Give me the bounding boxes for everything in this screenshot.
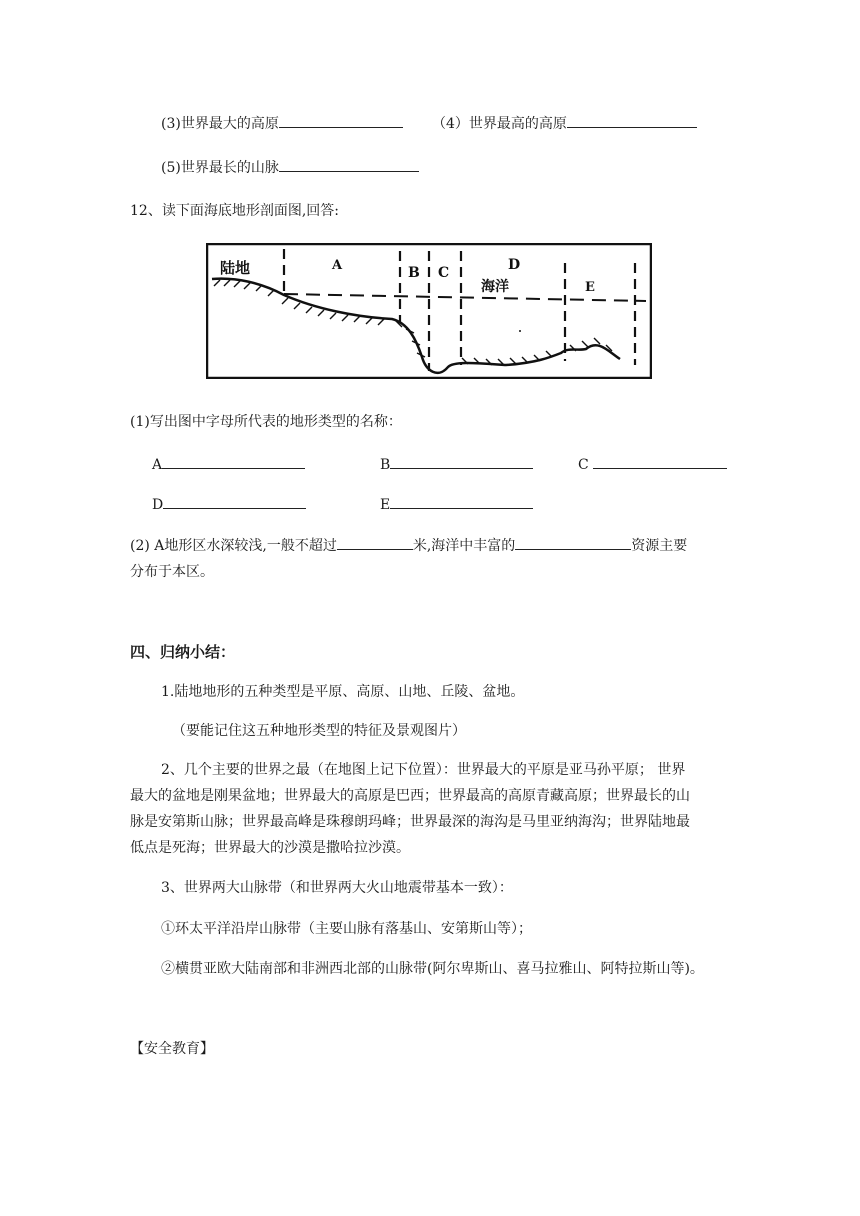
diagram-letter-a: A [332, 258, 343, 273]
q11-item-5: (5)世界最长的山脉 [161, 157, 419, 178]
q12-sub2-line2: 分布于本区。 [130, 564, 214, 580]
answer-a: A [152, 454, 305, 475]
diagram-letter-c: C [438, 265, 450, 281]
answer-blank[interactable] [337, 535, 413, 550]
summary-p2-line1: 2、几个主要的世界之最（在地图上记下位置）：世界最大的平原是亚马孙平原； 世界 [161, 762, 686, 778]
summary-p1-note: （要能记住这五种地形类型的特征及景观图片） [172, 723, 466, 739]
answer-c: C [578, 454, 727, 475]
diagram-ocean-label: 海洋 [481, 279, 509, 295]
q11-item-4: （4）世界最高的高原 [432, 113, 697, 134]
answer-blank[interactable] [593, 454, 727, 469]
summary-p3: 3、世界两大山脉带（和世界两大火山地震带基本一致）： [161, 880, 513, 896]
q12-title: 12、读下面海底地形剖面图,回答: [130, 203, 339, 219]
answer-blank[interactable] [567, 113, 697, 128]
answer-blank[interactable] [279, 113, 403, 128]
answer-blank[interactable] [163, 494, 306, 509]
diagram-letter-d: D [508, 257, 521, 273]
answer-blank[interactable] [279, 157, 419, 172]
diagram-letter-b: B [408, 265, 420, 281]
seafloor-profile-diagram [206, 243, 652, 379]
summary-p2-line3: 脉是安第斯山脉；世界最高峰是珠穆朗玛峰；世界最深的海沟是马里亚纳海沟；世界陆地最 [130, 814, 690, 830]
q11-item-3: (3)世界最大的高原 [161, 113, 403, 134]
answer-e: E [380, 494, 533, 515]
safety-heading: 【安全教育】 [130, 1041, 214, 1057]
diagram-land-label: 陆地 [220, 259, 251, 277]
q12-sub1: (1)写出图中字母所代表的地形类型的名称： [130, 414, 402, 430]
diagram-letter-e: E [585, 280, 595, 295]
answer-blank[interactable] [390, 454, 533, 469]
summary-p2-line2: 最大的盆地是刚果盆地；世界最大的高原是巴西；世界最高的高原青藏高原；世界最长的山 [130, 788, 690, 804]
summary-p1: 1.陆地地形的五种类型是平原、高原、山地、丘陵、盆地。 [161, 684, 525, 700]
answer-blank[interactable] [162, 454, 305, 469]
q12-sub2: (2) A地形区水深较浅,一般不超过 米,海洋中丰富的 资源主要 [130, 535, 687, 556]
summary-p3-a: ①环太平洋沿岸山脉带（主要山脉有落基山、安第斯山等）； [161, 921, 532, 937]
answer-blank[interactable] [390, 494, 533, 509]
answer-b: B [380, 454, 533, 475]
summary-p3-b: ②横贯亚欧大陆南部和非洲西北部的山脉带(阿尔卑斯山、喜马拉雅山、阿特拉斯山等)。 [161, 961, 704, 977]
answer-blank[interactable] [515, 535, 631, 550]
summary-p2-line4: 低点是死海；世界最大的沙漠是撒哈拉沙漠。 [130, 840, 410, 856]
answer-d: D [152, 494, 306, 515]
summary-heading: 四、归纳小结： [130, 643, 236, 661]
